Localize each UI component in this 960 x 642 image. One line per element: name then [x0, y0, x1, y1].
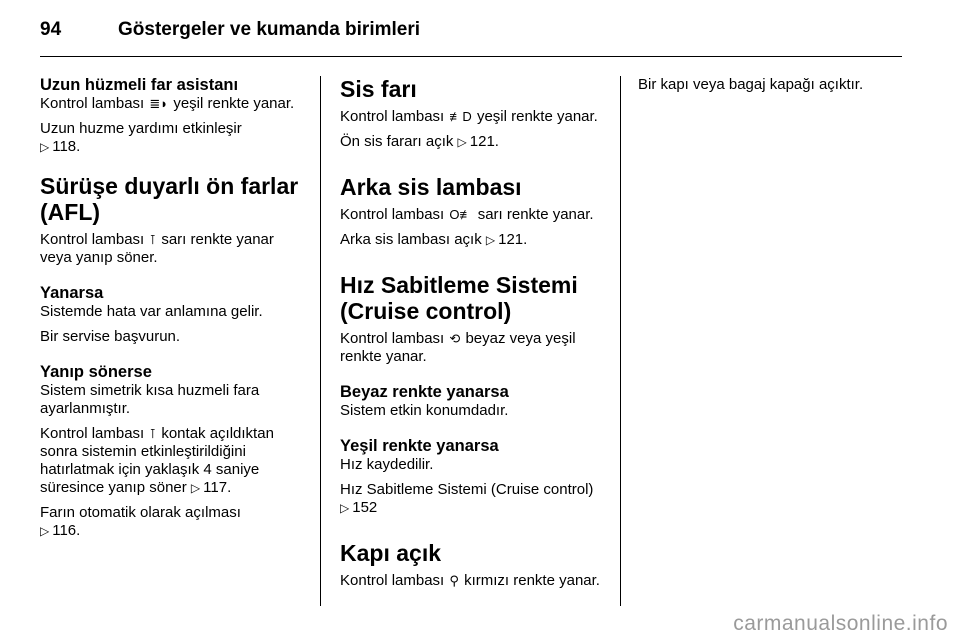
paragraph: Bir servise başvurun.: [40, 328, 181, 345]
fog-light-icon: ≢D: [449, 109, 472, 124]
text: Kontrol lambası: [340, 206, 445, 223]
section-heading: Yanarsa: [40, 284, 104, 302]
paragraph: Sistemde hata var anlamına gelir.: [40, 303, 263, 320]
page-ref-link[interactable]: 116.: [52, 522, 81, 539]
text: sarı renkte yanar.: [477, 206, 594, 223]
text: Arka sis lambası açık: [340, 231, 482, 248]
text: Farın otomatik olarak açılması: [40, 504, 241, 521]
page-ref-link[interactable]: 152: [352, 499, 378, 516]
text: Kontrol lambası: [340, 572, 445, 589]
paragraph: [340, 231, 608, 249]
text: Uzun huzme yardımı etkinleşir: [40, 120, 242, 137]
afl-icon: ⊺: [149, 232, 157, 247]
column-divider: [620, 76, 621, 606]
section-heading: Yanıp sönerse: [40, 363, 152, 381]
afl-icon: ⊺: [149, 426, 157, 441]
watermark: carmanualsonline.info: [733, 612, 948, 635]
rear-fog-light-icon: O≢: [449, 207, 473, 222]
column-middle: [340, 76, 608, 597]
page-ref-arrow-icon: ▷: [485, 233, 496, 247]
column-divider: [320, 76, 321, 606]
section-heading: Sis farı: [340, 76, 417, 102]
text: sarı renkte yanar veya yanıp söner.: [40, 231, 274, 266]
page-ref-arrow-icon: ▷: [190, 481, 201, 495]
page-header: [40, 18, 902, 57]
page-title: Göstergeler ve kumanda birimleri: [118, 19, 421, 40]
paragraph: Sistem etkin konumdadır.: [340, 402, 509, 419]
text: beyaz veya yeşil renkte yanar.: [340, 330, 576, 365]
text: Kontrol lambası: [40, 425, 145, 442]
text: kontak açıldıktan sonra sistemin etkinleştirildiğini hatırlatmak için yaklaşık 4 saniye süresince yanıp söner: [40, 425, 274, 496]
text: Hız Sabitleme Sistemi (Cruise control): [340, 481, 594, 498]
paragraph: [340, 133, 608, 151]
text: Ön sis fararı açık: [340, 133, 454, 150]
paragraph: [40, 504, 302, 540]
page-ref-arrow-icon: ▷: [40, 524, 50, 538]
paragraph: [40, 231, 302, 267]
page-ref-link[interactable]: 117.: [203, 479, 232, 496]
section-heading: Yeşil renkte yanarsa: [340, 437, 499, 455]
text: Kontrol lambası: [340, 330, 445, 347]
page-ref-arrow-icon: ▷: [340, 501, 350, 515]
text: yeşil renkte yanar.: [173, 95, 295, 112]
cruise-control-icon: ⟲: [449, 331, 461, 346]
text: Kontrol lambası: [340, 108, 445, 125]
text: yeşil renkte yanar.: [476, 108, 598, 125]
column-right: [638, 76, 900, 101]
paragraph: Sistem simetrik kısa huzmeli fara ayarlanmıştır.: [40, 382, 260, 417]
paragraph: [340, 572, 608, 590]
text: kırmızı renkte yanar.: [464, 572, 600, 589]
paragraph: [340, 206, 608, 224]
paragraph: [40, 95, 302, 113]
section-heading: Beyaz renkte yanarsa: [340, 383, 509, 401]
section-heading: Uzun hüzmeli far asistanı: [40, 76, 239, 94]
paragraph: Hız kaydedilir.: [340, 456, 434, 473]
section-heading: Kapı açık: [340, 540, 441, 566]
text: Kontrol lambası: [40, 231, 145, 248]
door-open-icon: ⚲: [449, 573, 459, 588]
page-ref-arrow-icon: ▷: [457, 135, 467, 149]
page-number: 94: [40, 19, 62, 40]
paragraph: [340, 481, 608, 517]
paragraph: Bir kapı veya bagaj kapağı açıktır.: [638, 76, 864, 93]
text: Kontrol lambası: [40, 95, 145, 112]
paragraph: [40, 425, 302, 497]
paragraph: [340, 108, 608, 126]
paragraph: [340, 330, 608, 366]
page-ref-link[interactable]: 121.: [469, 133, 499, 150]
paragraph: [40, 120, 302, 156]
page-ref-link[interactable]: 121.: [498, 231, 528, 248]
page-ref-arrow-icon: ▷: [40, 140, 50, 154]
section-heading: Sürüşe duyarlı ön farlar (AFL): [40, 173, 299, 225]
section-heading: Hız Sabitleme Sistemi (Cruise control): [340, 272, 578, 324]
page-ref-link[interactable]: 118.: [52, 138, 81, 155]
column-left: [40, 76, 302, 547]
high-beam-assist-icon: ≣◗: [149, 96, 169, 111]
section-heading: Arka sis lambası: [340, 174, 522, 200]
